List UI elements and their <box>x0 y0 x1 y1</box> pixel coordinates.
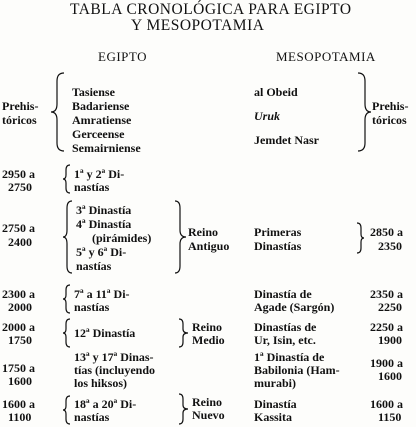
date-egipto: 2000 <box>8 300 32 314</box>
dynasty-text: nastías <box>76 259 112 273</box>
meso-culture-item: Uruk <box>254 109 281 123</box>
reino-label: Reino <box>188 225 218 239</box>
brace-icon <box>62 284 72 314</box>
date-meso: 2250 <box>378 300 402 314</box>
date-meso: 2350 a <box>370 287 403 301</box>
meso-dynasty-text: Kassita <box>254 410 293 424</box>
culture-item: Gerceense <box>72 127 125 141</box>
date-meso: 1600 a <box>370 397 403 411</box>
meso-dynasty-text: Dinastía <box>254 397 297 411</box>
meso-dynasty-text: 1ª Dinastía de <box>254 350 325 364</box>
dynasty-text: 3ª Dinastía <box>76 203 132 217</box>
reino-label: Medio <box>192 333 225 347</box>
prehistoric-label-right: Prehis- <box>372 99 409 113</box>
meso-dynasty-text: Dinastías <box>254 239 302 253</box>
date-egipto: 1600 <box>8 374 32 388</box>
brace-icon <box>62 200 74 274</box>
meso-dynasty-text: Babilonia (Ham- <box>254 363 340 377</box>
meso-dynasty-text: Dinastía de <box>254 287 312 301</box>
meso-dynasty-text: Ur, Isin, etc. <box>254 333 316 347</box>
culture-item: Badariense <box>72 99 130 113</box>
brace-icon <box>356 222 366 254</box>
date-meso: 1600 <box>378 369 402 383</box>
date-egipto: 1600 a <box>2 397 35 411</box>
title-line-1: TABLA CRONOLÓGICA PARA EGIPTO <box>70 1 352 18</box>
prehistoric-label-left: Prehis- <box>2 99 39 113</box>
dynasty-text: (pirámides) <box>92 231 152 245</box>
date-egipto: 1750 <box>8 333 32 347</box>
date-egipto: 2300 a <box>2 287 35 301</box>
date-meso: 2350 <box>378 239 402 253</box>
dynasty-text: nastías <box>74 180 110 194</box>
reino-label: Nuevo <box>192 408 225 422</box>
date-egipto: 1750 a <box>2 361 35 375</box>
dynasty-text: los hiksos) <box>74 376 128 390</box>
reino-label: Reino <box>192 395 222 409</box>
dynasty-text: 5ª y 6ª Di- <box>76 245 127 259</box>
meso-culture-item: Jemdet Nasr <box>254 133 319 147</box>
culture-item: Amratiense <box>72 113 132 127</box>
dynasty-text: 7ª a 11ª Di- <box>74 287 130 301</box>
meso-culture-item: al Obeid <box>254 85 298 99</box>
meso-dynasty-text: murabi) <box>254 376 296 390</box>
meso-dynasty-text: Agade (Sargón) <box>254 300 335 314</box>
date-meso: 1900 <box>378 333 402 347</box>
date-egipto: 2750 <box>8 180 32 194</box>
meso-dynasty-text: Dinastías de <box>254 320 317 334</box>
dynasty-text: nastías <box>74 410 110 424</box>
culture-item: Semairniense <box>72 141 141 155</box>
date-egipto: 2750 a <box>2 221 35 235</box>
brace-icon <box>50 72 68 152</box>
date-meso: 1150 <box>378 410 402 424</box>
culture-item: Tasiense <box>72 85 115 99</box>
brace-icon <box>178 393 190 425</box>
dynasty-text: tías (incluyendo <box>74 363 156 377</box>
prehistoric-label-left-2: tóricos <box>2 113 37 127</box>
brace-icon <box>62 318 72 348</box>
date-egipto: 2400 <box>8 235 32 249</box>
date-egipto: 2000 a <box>2 320 35 334</box>
dynasty-text: 4ª Dinastía <box>76 217 132 231</box>
meso-dynasty-text: Primeras <box>254 225 302 239</box>
date-egipto: 1100 <box>8 410 32 424</box>
date-egipto: 2950 a <box>2 167 35 181</box>
header-mesopotamia: MESOPOTAMIA <box>276 49 376 64</box>
title-line-2: Y MESOPOTAMIA <box>131 17 265 34</box>
dynasty-text: 13ª y 17ª Dinas- <box>74 350 154 364</box>
dynasty-text: 18ª a 20ª Di- <box>74 397 137 411</box>
header-egipto: EGIPTO <box>98 49 147 64</box>
date-meso: 2850 a <box>370 225 403 239</box>
brace-icon <box>62 395 72 425</box>
date-meso: 2250 a <box>370 320 403 334</box>
brace-icon <box>62 164 72 194</box>
reino-label: Antiguo <box>188 239 230 253</box>
brace-icon <box>174 200 188 274</box>
dynasty-text: 12ª Dinastía <box>74 326 136 340</box>
dynasty-text: nastías <box>74 300 110 314</box>
reino-label: Reino <box>192 320 222 334</box>
date-meso: 1900 a <box>370 356 403 370</box>
brace-icon <box>178 318 190 348</box>
prehistoric-label-right-2: tóricos <box>372 113 407 127</box>
dynasty-text: 1ª y 2ª Di- <box>74 167 125 181</box>
